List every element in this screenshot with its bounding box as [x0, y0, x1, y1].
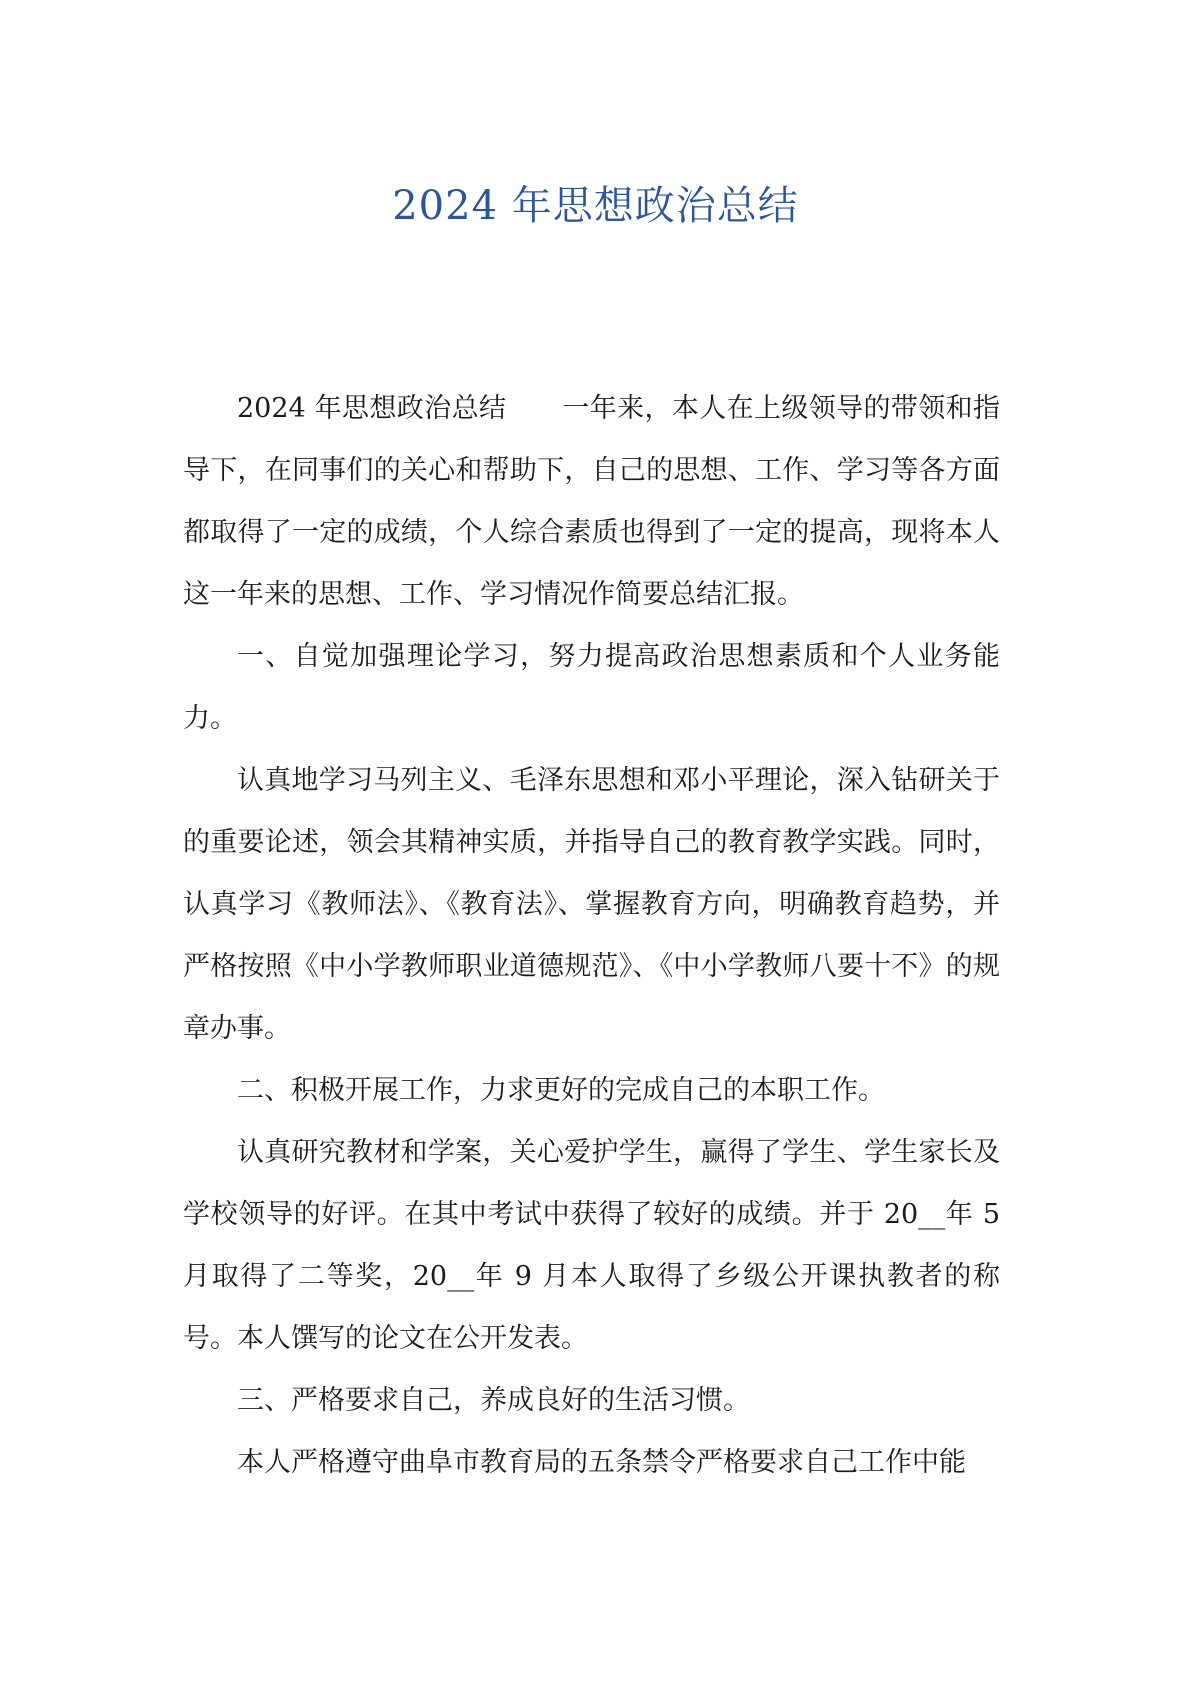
paragraph-intro [183, 378, 1000, 626]
document-title: 2024 年思想政治总结 [392, 183, 799, 229]
intro-title: 2024 年思想政治总结 [237, 393, 507, 424]
paragraph-intro-text: 一年来，本人在上级领导的带领和指导下，在同事们的关心和帮助下，自己的思想、工作、学习等各方面都取得了一定的成绩，个人综合素质也得到了一定的提高，现将本人这一年来的思想、工作、学习情况作简要总结汇报。 [183, 393, 1001, 610]
paragraph-work: 认真研究教材和学案，关心爱护学生，赢得了学生、学生家长及学校领导的好评。在其中考试中获得了较好的成绩。并于 20__年 5 月取得了二等奖，20__年 9 月本人取得了乡级公开课执教者的称号。本人馔写的论文在公开发表。 [183, 1137, 1000, 1354]
section-heading-2: 二、积极开展工作，力求更好的完成自己的本职工作。 [237, 1075, 885, 1106]
paragraph-theory-study: 认真地学习马列主义、毛泽东思想和邓小平理论，深入钻研关于的重要论述，领会其精神实质，并指导自己的教育教学实践。同时，认真学习《教师法》、《教育法》、掌握教育方向，明确教育趋势，并严格按照《中小学教师职业道德规范》、《中小学教师八要十不》的规章办事。 [183, 765, 1000, 1044]
section-heading-3: 三、严格要求自己，养成良好的生活习惯。 [237, 1385, 750, 1416]
document-body [183, 378, 1000, 1494]
paragraph-discipline: 本人严格遵守曲阜市教育局的五条禁令严格要求自己工作中能 [237, 1447, 966, 1478]
section-heading-1: 一、自觉加强理论学习，努力提高政治思想素质和个人业务能力。 [183, 641, 1000, 734]
